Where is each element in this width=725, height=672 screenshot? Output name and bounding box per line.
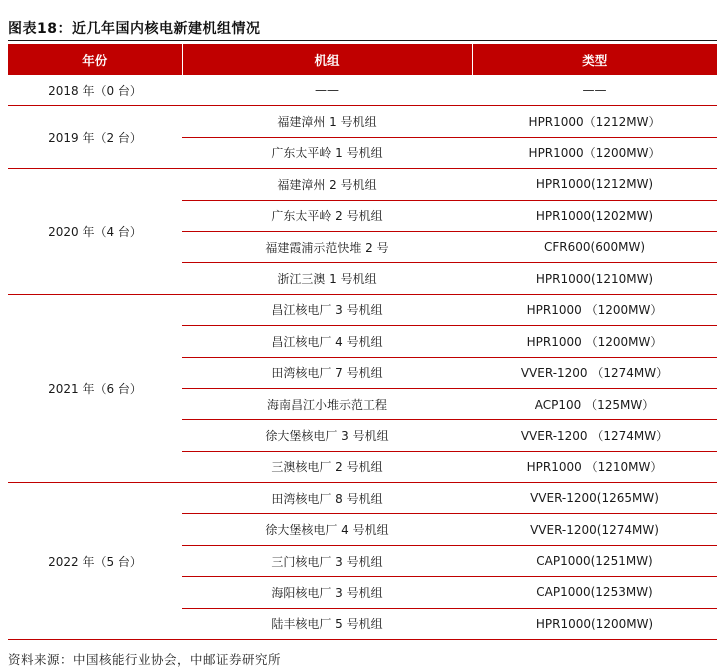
unit-cell: 昌江核电厂 4 号机组	[182, 326, 472, 357]
year-cell: 2020 年（4 台）	[8, 169, 182, 295]
unit-cell: 昌江核电厂 3 号机组	[182, 294, 472, 325]
unit-cell: 福建漳州 1 号机组	[182, 106, 472, 137]
figure-title: 图表18：近几年国内核电新建机组情况	[8, 21, 261, 37]
unit-cell: 徐大堡核电厂 4 号机组	[182, 514, 472, 545]
type-cell: VVER-1200 （1274MW）	[472, 357, 717, 388]
type-cell: CFR600(600MW)	[472, 231, 717, 262]
column-header-type: 类型	[472, 44, 717, 75]
unit-cell: 田湾核电厂 7 号机组	[182, 357, 472, 388]
column-header-unit: 机组	[182, 44, 472, 75]
title-rule	[8, 40, 717, 41]
unit-cell: 三门核电厂 3 号机组	[182, 545, 472, 576]
type-cell: CAP1000(1251MW)	[472, 545, 717, 576]
type-cell: HPR1000(1200MW)	[472, 608, 717, 639]
source-note: 资料来源：中国核能行业协会，中邮证券研究所	[8, 652, 282, 667]
table-row	[8, 294, 717, 325]
type-cell: VVER-1200 （1274MW）	[472, 420, 717, 451]
type-cell: VVER-1200(1274MW)	[472, 514, 717, 545]
type-cell: ——	[472, 75, 717, 106]
type-cell: HPR1000(1210MW)	[472, 263, 717, 294]
unit-cell: 福建漳州 2 号机组	[182, 169, 472, 200]
unit-cell: 海南昌江小堆示范工程	[182, 388, 472, 419]
column-header-year: 年份	[8, 44, 182, 75]
unit-cell: 福建霞浦示范快堆 2 号	[182, 231, 472, 262]
table-row	[8, 75, 717, 106]
type-cell: VVER-1200(1265MW)	[472, 483, 717, 514]
table-row	[8, 169, 717, 200]
unit-cell: 广东太平岭 2 号机组	[182, 200, 472, 231]
year-cell: 2021 年（6 台）	[8, 294, 182, 482]
type-cell: HPR1000(1212MW)	[472, 169, 717, 200]
nuclear-units-table	[8, 44, 717, 640]
unit-cell: ——	[182, 75, 472, 106]
unit-cell: 浙江三澳 1 号机组	[182, 263, 472, 294]
type-cell: HPR1000 （1200MW）	[472, 326, 717, 357]
type-cell: HPR1000（1212MW）	[472, 106, 717, 137]
type-cell: HPR1000 （1210MW）	[472, 451, 717, 482]
year-cell: 2022 年（5 台）	[8, 483, 182, 640]
unit-cell: 田湾核电厂 8 号机组	[182, 483, 472, 514]
table-header-row	[8, 44, 717, 75]
table-row	[8, 483, 717, 514]
unit-cell: 三澳核电厂 2 号机组	[182, 451, 472, 482]
type-cell: HPR1000 （1200MW）	[472, 294, 717, 325]
unit-cell: 徐大堡核电厂 3 号机组	[182, 420, 472, 451]
unit-cell: 广东太平岭 1 号机组	[182, 137, 472, 168]
type-cell: HPR1000（1200MW）	[472, 137, 717, 168]
unit-cell: 海阳核电厂 3 号机组	[182, 577, 472, 608]
year-cell: 2019 年（2 台）	[8, 106, 182, 169]
unit-cell: 陆丰核电厂 5 号机组	[182, 608, 472, 639]
type-cell: ACP100 （125MW）	[472, 388, 717, 419]
table-body	[8, 75, 717, 640]
type-cell: CAP1000(1253MW)	[472, 577, 717, 608]
type-cell: HPR1000(1202MW)	[472, 200, 717, 231]
year-cell: 2018 年（0 台）	[8, 75, 182, 106]
table-row	[8, 106, 717, 137]
